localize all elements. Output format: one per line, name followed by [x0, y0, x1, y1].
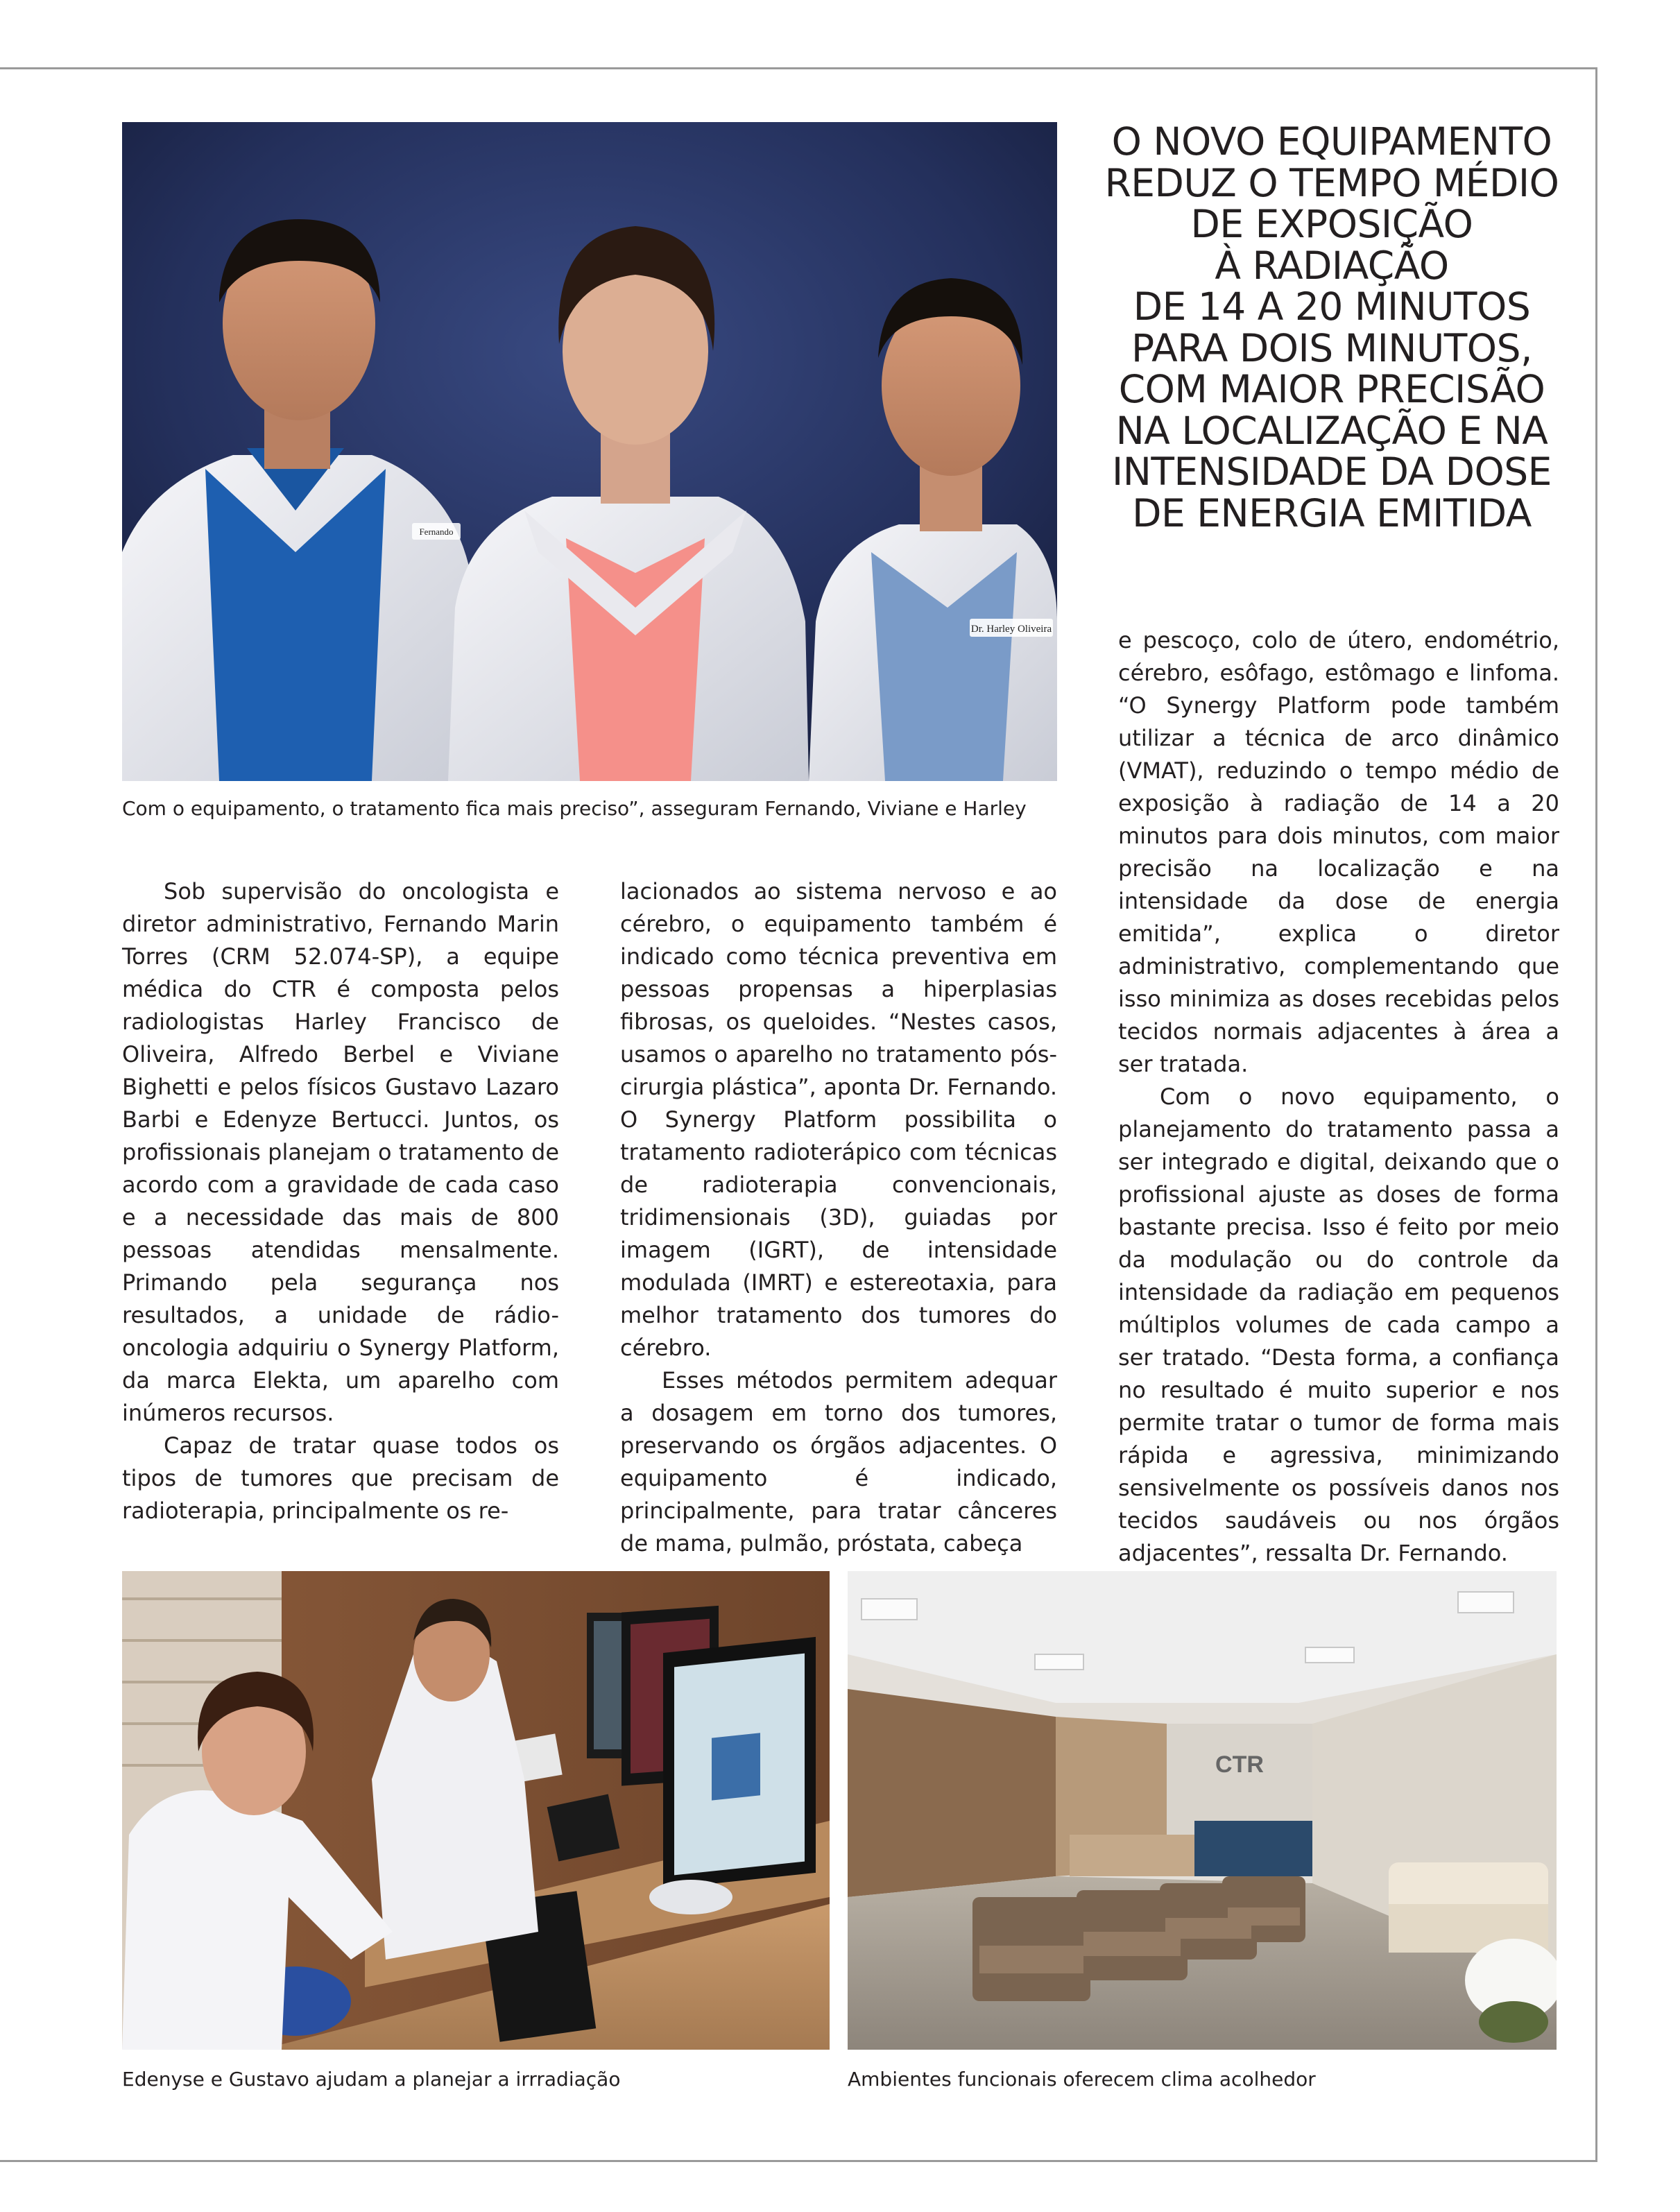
caption-top: Com o equipamento, o tratamento fica mais preciso”, asseguram Fernando, Viviane e Harley	[122, 797, 1027, 820]
column-left	[122, 875, 559, 1527]
headline-line: COM MAIOR PRECISÃO	[1118, 367, 1545, 411]
caption-bottom-right: Ambientes funcionais oferecem clima acolhedor	[848, 2068, 1316, 2091]
lobby-sign-text: CTR	[1215, 1751, 1264, 1778]
photo-doctors	[122, 122, 1057, 781]
paragraph: Sob supervisão do oncologista e diretor administrativo, Fernando Marin Torres (CRM 52.074-SP), a equipe médica do CTR é composta pelos radiologistas Harley Francisco de Oliveira, Alfredo Berbel e Viviane Bighetti e pelos físicos Gustavo Lazaro Barbi e Edenyze Bertucci. Juntos, os profissionais planejam o tratamento de acordo com a gravidade de cada caso e a necessidade das mais de 800 pessoas atendidas mensalmente. Primando pela segurança nos resultados, a unidade de rádio-oncologia adquiriu o Synergy Platform, da marca Elekta, um aparelho com inúmeros recursos.	[122, 878, 559, 1426]
page-frame-bottom	[0, 2160, 1597, 2162]
coat-badge-text-left: Fernando	[419, 526, 454, 537]
headline-line: DE EXPOSIÇÃO	[1190, 202, 1473, 246]
headline-line: PARA DOIS MINUTOS,	[1131, 325, 1532, 370]
photo-lobby	[848, 1571, 1557, 2050]
headline-line: NA LOCALIZAÇÃO E NA	[1115, 408, 1548, 453]
paragraph: Capaz de tratar quase todos os tipos de tumores que precisam de radioterapia, principalmente os re-	[122, 1432, 559, 1524]
headline	[1103, 121, 1561, 534]
headline-line: REDUZ O TEMPO MÉDIO	[1104, 160, 1559, 205]
page-frame-right	[1595, 67, 1597, 2161]
headline-line: INTENSIDADE DA DOSE	[1112, 449, 1552, 494]
headline-line: O NOVO EQUIPAMENTO	[1111, 119, 1552, 164]
caption-bottom-left: Edenyse e Gustavo ajudam a planejar a irrradiação	[122, 2068, 621, 2091]
column-middle	[620, 875, 1057, 1560]
page-frame-top	[0, 67, 1595, 69]
headline-line: DE ENERGIA EMITIDA	[1132, 490, 1532, 535]
photo-workstation	[122, 1571, 830, 2050]
paragraph: Esses métodos permitem adequar a dosagem em torno dos tumores, preservando os órgãos adjacentes. O equipamento é indicado, principalmente, para tratar cânceres de mama, pulmão, próstata, cabeça	[620, 1367, 1057, 1557]
column-right	[1118, 624, 1559, 1570]
headline-line: DE 14 A 20 MINUTOS	[1133, 284, 1531, 329]
paragraph: Com o novo equipamento, o planejamento do tratamento passa a ser integrado e digital, deixando que o profissional ajuste as doses de forma bastante precisa. Isso é feito por meio da modulação ou do controle da intensidade da radiação em pequenos múltiplos volumes de cada campo a ser tratado. “Desta forma, a confiança no resultado é muito superior e nos permite tratar o tumor de forma mais rápida e agressiva, minimizando sensivelmente os possíveis danos nos tecidos saudáveis ou nos órgãos adjacentes”, ressalta Dr. Fernando.	[1118, 1083, 1559, 1566]
paragraph: e pescoço, colo de útero, endométrio, cérebro, esôfago, estômago e linfoma. “O Synergy Platform pode também utilizar a técnica de arco dinâmico (VMAT), reduzindo o tempo médio de exposição à radiação de 14 a 20 minutos para dois minutos, com maior precisão na localização e na intensidade da dose de energia emitida”, explica o diretor administrativo, complementando que isso minimiza as doses recebidas pelos tecidos normais adjacentes à área a ser tratada.	[1118, 627, 1559, 1077]
headline-line: À RADIAÇÃO	[1215, 243, 1449, 288]
coat-badge-text: Dr. Harley Oliveira	[970, 624, 1052, 635]
paragraph: lacionados ao sistema nervoso e ao cérebro, o equipamento também é indicado como técnica preventiva em pessoas propensas a hiperplasias fibrosas, os queloides. “Nestes casos, usamos o aparelho no tratamento pós-cirurgia plástica”, aponta Dr. Fernando. O Synergy Platform possibilita o tratamento radioterápico com técnicas de radioterapia convencionais, tridimensionais (3D), guiadas por imagem (IGRT), de intensidade modulada (IMRT) e estereotaxia, para melhor tratamento dos tumores do cérebro.	[620, 878, 1057, 1361]
